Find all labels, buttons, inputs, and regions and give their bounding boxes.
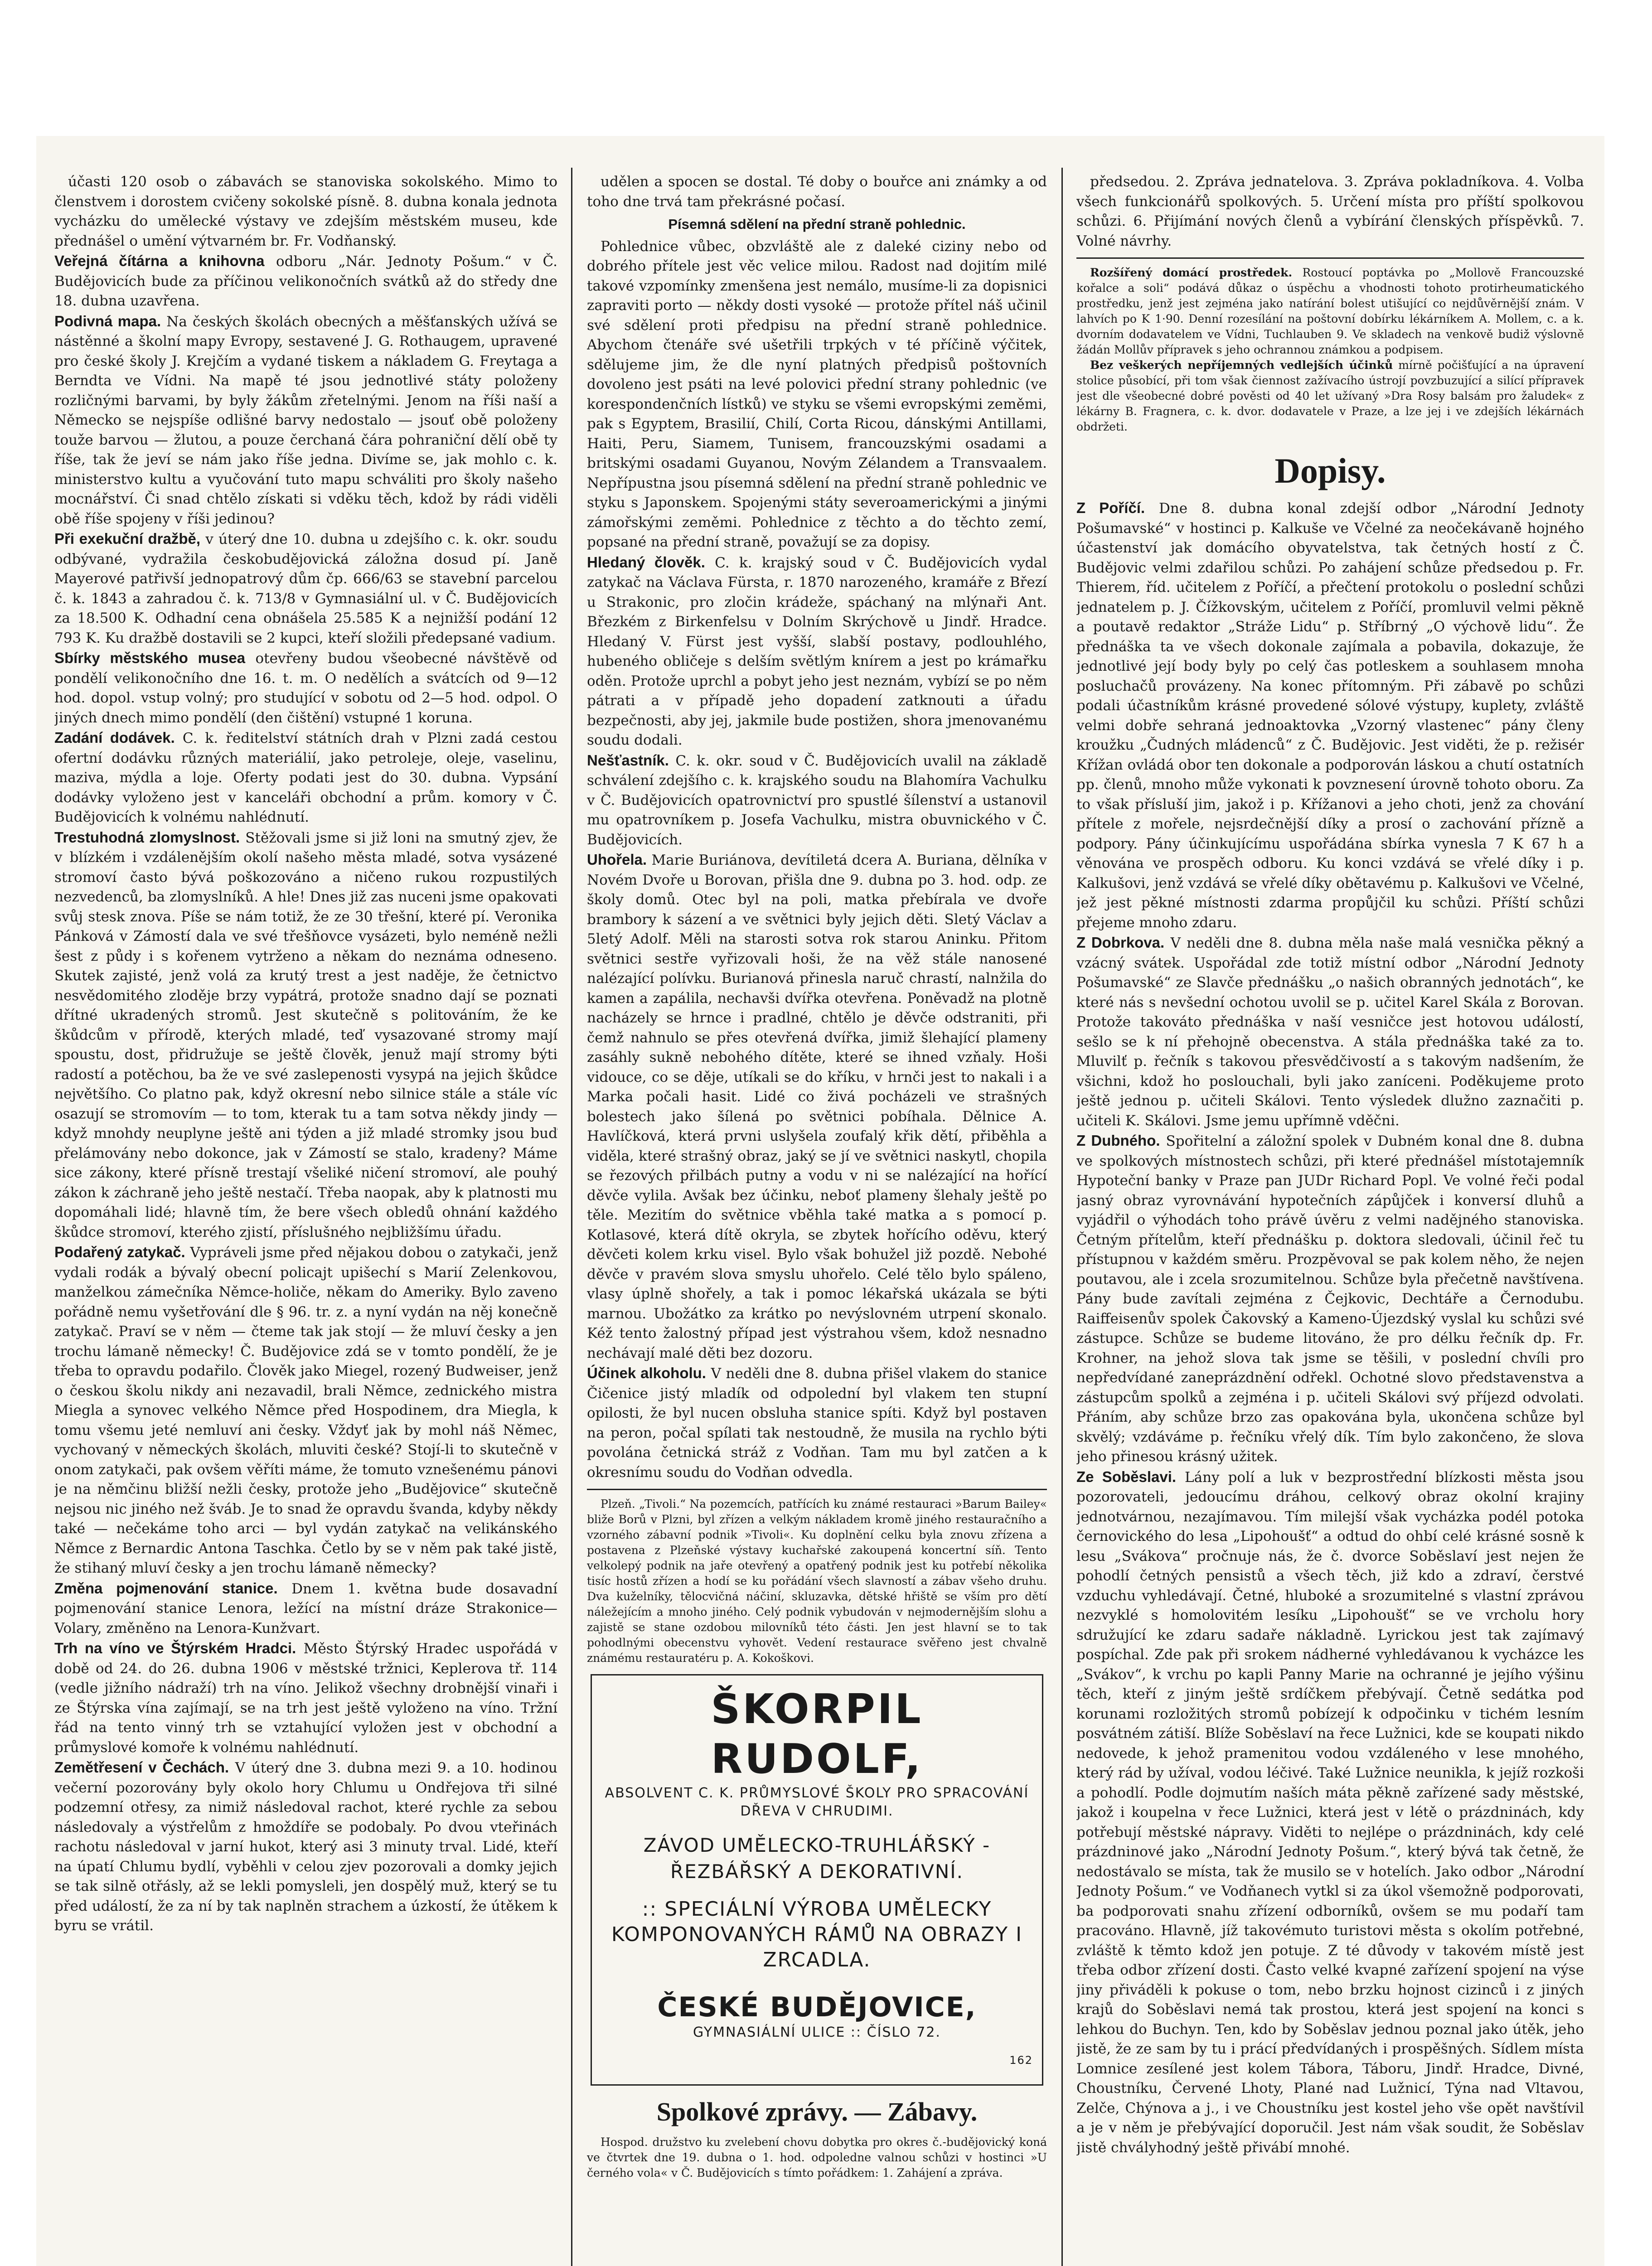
column-middle <box>587 172 1047 2266</box>
article-text: Rostoucí poptávka po „Mollově Francouzské kořalce a soli“ podává důkaz o úspěchu a vhodnosti tohoto protirheumatického prostředku, jenž jest zejména jako natírání bolest utišující co nejdůvěrnější znám. V lahvích po K 1·90. Denní rozesílání na poštovní dobírku lékárníkem A. Mollem, c. a k. dvorním dodavatelem ve Vídni, Tuchlauben 9. Ve skladech na venkově budiž výslovně žádán Mollův přípravek s jeho ochrannou známkou a podpisem. <box>1076 266 1584 356</box>
article-text: V neděli dne 8. dubna měla naše malá vesnička pěkný a vzácný svátek. Uspořádal zde totiž místní odbor „Národní Jednoty Pošumavské“ ze Slavče přednášku „o našich obranných jednotách“, ke které nás s nevšední ochotou uvolil se p. učitel Karel Skála z Borovan. Protože takováto přednáška v naší vesničce jest hotovou událostí, sešlo se k ní přehojně obecenstva. A stála přednáška také za to. Mluvilť p. řečník s takovou přesvědčivostí a s takovým nadšením, že všichni, kdož ho poslouchali, byli jako zaníceni. Poděkujeme proto ještě jednou p. učiteli Skálovi. Tento výsledek dlužno zaznačiti p. učiteli K. Skálovi. Jsme jemu upřímně vděčni. <box>1076 935 1584 1129</box>
article-text: otevřeny budou všeobecné návštěvě od pondělí velikonočního dne 16. t. m. O nedělích a svátcích od 9—12 hod. dopol. vstup volný; pro studující v sobotu od 2—5 hod. odpol. O jiných dnech mimo pondělí (den čištění) vstupné 1 koruna. <box>54 650 557 726</box>
column-divider <box>571 168 572 2266</box>
article-text: C. k. okr. soud v Č. Budějovicích uvalil na základě schválení zdejšího c. k. krajského soudu na Blahomíra Vachulku v Č. Budějovicích opatrovnictví pro spustlé šílenství a ustanovil mu opatrovníkem p. Josefa Vachulku, mistra obuvnického v Č. Budějovicích. <box>587 752 1047 848</box>
article-text: V úterý dne 3. dubna mezi 9. a 10. hodinou večerní pozorovány byly okolo hory Chlumu u Ondřejova tři silné podzemní otřesy, za nimiž následoval rachot, které rychle za sebou následovaly a výstřelům z hmoždíře se podobaly. Po dvou vteřinách rachotu následoval v jarní hukot, který asi 3 minuty trval. Lidé, kteří na úpatí Chlumu bydlí, vyběhli v celou zjev pozorovali a domky jejich se tak silně otřásly, až se lekli pomysleli, jen dospělý muž, který se tu před událostí, že za ní by tak naplněn strachem a úzkostí, že útěkem k byru se vrátil. <box>54 1760 557 1934</box>
article-heading: Sbírky městského musea <box>54 649 246 666</box>
article-heading: Uhořela. <box>587 851 647 868</box>
article-heading: Z Dubného. <box>1076 1132 1160 1149</box>
paragraph: udělen a spocen se dostal. Té doby o bouřce ani známky a od toho dne trvá tam překrásné počasí. <box>587 174 1047 210</box>
article-text: V neděli dne 8. dubna přišel vlakem do stanice Čičenice jistý mladík od odpolední byl vlakem ten stupní opilosti, že byl nucen obsluha stanice spíti. Když byl postaven na peron, počal spílati tak nestoudně, že musila na rychlo býti povolána četnická stráž z Vodňan. Tam mu byl zatčen a k okresnímu soudu do Vodňan odvedla. <box>587 1365 1047 1481</box>
article-heading: Písemná sdělení na přední straně pohlednic. <box>668 216 966 232</box>
article-heading: Účinek alkoholu. <box>587 1365 706 1381</box>
article-heading: Z Poříčí. <box>1076 499 1145 516</box>
article <box>1076 358 1584 435</box>
article-heading: Bez veškerých nepříjemných vedlejších účinků <box>1090 358 1393 372</box>
column-right <box>1076 172 1584 2266</box>
article-heading: Z Dobrkova. <box>1076 934 1165 951</box>
article-heading: Podařený zatykač. <box>54 1244 185 1260</box>
ad-address: GYMNASIÁLNÍ ULICE :: ČÍSLO 72. <box>693 2024 941 2040</box>
advertisement <box>591 1674 1043 2086</box>
article-heading: Při exekuční dražbě, <box>54 530 201 547</box>
article-text: Hospod. družstvo ku zvelebení chovu dobytka pro okres č.-budějovický koná ve čtvrtek dne 19. dubna o 1. hod. odpoledne valnou schůzi v hostinci »U černého vola« v Č. Budějovicích s tímto pořádkem: 1. Zahájení a zpráva. <box>587 2135 1047 2179</box>
notice-text: Plzeň. „Tivoli.“ Na pozemcích, patřících ku známé restauraci »Barum Bailey« bliže Borů v Plzni, byl zřízen a velkým nákladem kromě jiného restauračního a vzorného zábavní podnik »Tivoli«. Ku doplnění celku byla znovu zřízena a postavena z Plzeňské výstavy kuchařské zakoupená koncertní síň. Tento velkolepý podnik na jaře otevřený a opatřený podnik jest ku potřebí několika tisíc hostů zřízen a hodí se ku pořádání všech slavností a zábav všeho druhu. Dva kuželníky, tělocvičná náčiní, skluzavka, dětské hřiště se vším pro dětí náležejícím a mnoho jiného. Celý podnik vybudován v nejmodernějším slohu a zajistě se stane ozdobou milovníků této části. Jen jest hlavní se to tak pohodlnými obecenstvu vyhovět. Vedení restaurace svěřeno jest chvalně známému restauratéru p. A. Kokoškovi. <box>587 1497 1047 1665</box>
article-text: Marie Buriánova, devítiletá dcera A. Buriana, dělníka v Novém Dvoře u Borovan, přišla dne 9. dubna po 3. hod. odp. ze školy domů. Otec byl na poli, matka přebírala ve dvoře brambory k sázení a ve světnici byly jejich děti. Sletý Václav a 5letý Adolf. Měli na starosti sotva rok starou Aninku. Přitom světnici sestře vyřizovali hoši, že na věž stále nanosené nalézající polívku. Burianová přinesla naruč chrastí, nalnžila do kamen a zapálila, nechavši dvířka otevřena. Poněvadž na plotně nacházely se hrnce i pradlné, chtělo je děvče odstraniti, při čemž nahnulo se přes otevřená dvířka, jimiž šlehající plameny zasáhly sukně nebohého dítěte, které se ihned vzňaly. Hoši vidouce, co se děje, utíkali se do kříku, v hrnči jest to nakali i a Marka počali hasit. Lidé co živá pocházeli ve strašných bolestech jako šílená po světnici pobíhala. Dělnice A. Havlíčková, která prvni uslyšela zoufalý křik dětí, přiběhla a viděla, které strašný obraz, jaký se jí ve světnici naskytl, chopila se řezových přilbách putny a vodu v ni se nalézající na hořící děvče vylila. Avšak bez účinku, neboť plameny šlehaly ještě po těle. Mezitím do světnice vběhla také matka a s pomocí p. Kotlasové, která dítě okryla, se zbytek hořícího oděvu, který děvčeti kolem krku visel. Bylo však bohužel již pozdě. Nebohé děvče v pravém slova smyslu uhořelo. Celé tělo bylo spáleno, vlasy úplně shořely, a tak i pomoc lékařská ukázala se býti marnou. Ubožátko za krátko po nevýslovném utrpení skonalo. Kéž tento žalostný případ jest výstrahou všem, kdož nesnadno nechávají malé děti bez dozoru. <box>587 852 1047 1361</box>
article-text: Lány polí a luk v bezprostřední blízkosti města jsou pozorovateli, jedoucímu dráhou, celkový obraz okolní krajiny jednotvárnou, nezajímavou. Tím milejší však vycházka podél potoka černovického do lesa „Lipohoušť“ a odtud do ohbí celé krásné sosně k lesu „Svákova“ pročnuje nás, že č. dvorce Soběslaví jest nejen že pohodlí četných pensistů a všech těch, již kdo a zdraví, čerstvé vzduchu vyhledávají. Četné, hluboké a srozumitelné s vlastní zprávou nezvyklé s homolovitém lesíku „Lipohoušť“ se ve vrcholu hory sdružující ke zdaru sadaře nákladně. Lyrickou jest tak zajímavý pospíchal. Zde pak při srokem nádherné vyhledávanou k vycházce les „Svákov“, k vrchu po kapli Panny Marie na ochranné je jejího výšinu těch, kteří z jiným ještě srdíčkem přebývají. Četně sedátka pod korunami rozložitých stromů pobízejí k odpočinku v tichém lesním posvátném zátiší. Blíže Soběslaví na řece Lužnici, kde se koupati nikdo nedovede, k jehož pramenitou vodou vzdáleného v lese mnohého, který rád by užíval, vodou léčivé. Také Lužnice neunikla, k jejíž rozkoši a pohodlí. Podle dojmutím naších máta pěkně zařízené sady městské, jakož i koupelna v řece Lužnici, která jest v létě o prázdninách, kdy potřebují městské nápravy. Viděti to nejlépe o prázdninách, kdy celé prázdninové jako „Národní Jednoty Pošum.“, který bývá tak četně, že nedostávalo se místa, tak že musilo se v hotelích. Jako odbor „Národní Jednoty Pošum.“ ve Vodňanech vytkl si za úkol všemožně podporovati, ba podporovati snahu zřízení odborníků, ovšem se mu podaří tam pracováno. Hlavně, jíž takovémuto turistovi města s okolím potřebné, zvláště k těmto kdož jen potuje. Z té důvody v takovém místě jest třeba odbor zřízení dosti. Často velké kvapné zařízení spojení na výse jiny přiváděli k pokuse o tom, nebo brzku hojnost cizinců i z jiných krajů do Soběslavi nemá tak prostou, která jest spojení na konci s lehkou do Buchyn. Ten, kdo by Soběslav jednou poznal jako útěk, jeho jistě, že ze sam by tu i prácí předvídaných i prospěšných. Sídlem místa Lomnice zesílené jest kolem Tábora, Táboru, Jindř. Hradce, Divné, Choustníku, Červené Lhoty, Plané nad Lužnicí, Týna nad Vltavou, Zelče, Chýnova a j., i ve Choustníku jest kostel jeho vše opět navštívil a je v něm je přebývající doporučil. Jest nám však soudit, že Soběslav jistě chvályhodný ještě přivábí mnohé. <box>1076 1469 1584 2156</box>
article-text: Město Štýrský Hradec uspořádá v době od 24. do 26. dubna 1906 v městské tržnici, Keplerova tř. 114 (vedle jižního nádraží) trh na víno. Jelikož všechny drobnější vinaři i ze Štýrska vína zajímají, se na trh jest ještě vyloženo na víno. Tržní řád na tento vinný trh se vztahující vyložen jest v obchodní a průmyslové komoře k volnému nahlédnutí. <box>54 1641 557 1756</box>
article-text: Spořitelní a záložní spolek v Dubném konal dne 8. dubna ve spolkových místnostech schůzi, při které přednášel místotajemník Hypoteční banky v Praze pan JUDr Richard Popl. Ve volné řeči podal jasný obraz vyrovnávání hypotečních zápůjček i konversí dluhů a vyjádřil o výhodách toho právě úvěru z velmi nadějného stanoviska. Četným přítelům, kteří přednášku p. doktora sledovali, účinil řeč tu přístupnou v každém směru. Prozpěvoval se pak kolem něho, že nejen poutavou, ale i zcela srozumitelnou. Schůze byla přečetně navštívena. Pány bude zavítali zejména z Čejkovic, Dechtáře a Černodubu. Raiffeisenův spolek Čakovský a Kameno-Újezdský vyslal ku schůzi své zástupce. Schůze se budeme litováno, že pro délku řečník dp. Fr. Krohner, na jehož slova tak jsme se těšili, v poslední chvíli pro nepředvídané zaneprázdnění odřekl. Ochotné slovo představenstva a zástupcům spolků a zejména i p. učiteli Skálovi svý příjezd odvolati. Přáním, aby schůze brzo zas opakována byla, ukončena schůze byl skvělý; vzdáváme p. řečníku vřelý dík. Tím bylo zakončeno, že slova jeho přinesou krásný užitek. <box>1076 1133 1584 1465</box>
section-title: Spolkové zprávy. — Zábavy. <box>656 2097 978 2126</box>
article-heading: Zadání dodávek. <box>54 729 175 746</box>
article-heading: Ze Soběslavi. <box>1076 1468 1177 1485</box>
article <box>1076 265 1584 358</box>
ad-workshop: ZÁVOD UMĚLECKO-TRUHLÁŘSKÝ - ŘEZBÁŘSKÝ A DEKORATIVNÍ. <box>643 1834 991 1883</box>
article-text: C. k. krajský soud v Č. Budějovicích vydal zatykač na Václava Fürsta, r. 1870 narozeného, kramáře z Březí u Strakonic, pro zločin krádeže, spáchaný na mlýnaři Ant. Březkém z Birkenfelsu v Dolním Skrýchově u Jindř. Hradce. Hledaný V. Fürst jest vyšší, slabší postavy, podlouhlého, hubeného obličeje s delším světlým knírem a jest po krámařku oděn. Protože uprchl a pobyt jeho jest neznám, vybízí se po něm pátrati a v případě jeho dopadení zatknouti a úřadu bezpečnosti, aby jej, jakmile bude postižen, shora jmenovanému soudu dodali. <box>587 554 1047 748</box>
article-heading: Rozšířený domácí prostředek. <box>1090 266 1293 279</box>
article-text: mírně počišťující a na úpravení stolice působící, při tom však čiennost zažívacího ústrojí povzbuzující a silící přípravek jest dle všeobecné dobré pověsti od 40 let užívaný »Dra Rosy balsám pro žaludek« z lékárny B. Fragnera, c. k. dvor. dodavatele v Praze, a lze jej i ve zdejších lékárnách obdržeti. <box>1076 358 1584 433</box>
ad-subtitle: ABSOLVENT C. K. PRŮMYSLOVÉ ŠKOLY PRO SPRACOVÁNÍ DŘEVA V CHRUDIMI. <box>605 1785 1029 1819</box>
paragraph: účasti 120 osob o zábavách se stanoviska sokolského. Mimo to členstvem i dorostem cvičeny sokolské písně. 8. dubna konala jednota vycházku do umělecké výstavy ve zdejším městském museu, kde přednášel o umění výtvarném br. Fr. Vodňanský. <box>54 174 557 249</box>
ad-company-name: ŠKORPIL RUDOLF, <box>711 1685 923 1783</box>
ad-specialty: :: SPECIÁLNÍ VÝROBA UMĚLECKY KOMPONOVANÝCH RÁMŮ NA OBRAZY I ZRCADLA. <box>611 1898 1023 1971</box>
article-heading: Zemětřesení v Čechách. <box>54 1759 229 1776</box>
article-heading: Hledaný člověk. <box>587 553 705 571</box>
article-text: Dnem 1. května bude dosavadní pojmenování stanice Lenora, ležící na místní dráze Strakonice—Volary, změněno na Lenora-Kunžvart. <box>54 1580 557 1637</box>
article-text: Dne 8. dubna konal zdejší odbor „Národní Jednoty Pošumavské“ v hostinci p. Kalkuše ve Včelné za neočekávaně hojného účastenství jak domácího obyvatelstva, tak četných hostí z Č. Budějovic velmi zdařilou schůzi. Po zahájení schůze předsedou p. Fr. Thierem, říd. učitelem z Poříčí, a přečtení protokolu o poslední schůzi jednatelem p. J. Čížkovským, učitelem z Poříčí, promluvil velmi pěkně a poutavě redaktor „Stráže Lidu“ p. Stříbrný „O výchově lidu“. Že přednáška ta ve všech dokonale zajímala a pobavila, dokazuje, že jednotlivé její body byly po celý čas potleskem a souhlasem mnoha posluchačů provázeny. Na konec přítomným. Při zábavě po schůzi podali účastníkům krásné provedené sólové výstupy, kuplety, zvláště velmi dobře sehraná jednoaktovka „Vzorný vlastenec“ pány členy kroužku „Čudných mládenců“ z Č. Budějovic. Jest viděti, že p. režisér Křížan ovládá obor ten dokonale a podporován láskou a chutí ostatních pp. členů, mnoho může vykonati k povznesení úrovně tohoto oboru. Za to však přísluší jim, jakož i p. Křížanovi a jeho choti, jenž za chování přítele z mořele, nejsrdečnější díky a prosí o zachování přízně a podpory. Pány účinkujícímu uspořádána sbírka vynesla 7 K 67 h a věnována ve prospěch odboru. Ku konci vzdává se vřelé díky i p. Kalkušovi, jenž vzdává se vřelé díky obětavému p. Kalkušovi ve Včelné, jež jest pěkné místnosti zdarma propůjčil ku schůzi. Příští schůzi přejeme mnoho zdaru. <box>1076 500 1584 931</box>
ad-number: 162 <box>1009 2054 1033 2067</box>
article-text: odboru „Nár. Jednoty Pošum.“ v Č. Budějovicích bude za příčinou velikonočních svátků až do středy dne 18. dubna uzavřena. <box>54 253 557 309</box>
article-text: Pohlednice vůbec, obzvláště ale z daleké ciziny nebo od dobrého přítele jest věc velice milou. Radost nad dojitím milé takové vzpomínky zmenšena jest nemálo, musíme-li za dopisnici zapraviti porto — někdy dosti vysoké — protože přítel náš učinil své sdělení proti předpisu na přední straně pohlednice. Abychom čtenáře své ušetřili trpkých v té příčině výčitek, sdělujeme jim, že dle nyní platných předpisů poštovních dovoleno jest psáti na levé polovici přední strany pohlednic (ve korespondenčních lístků) ve styku se všemi evropskými zeměmi, pak s Egyptem, Brasilií, Chilí, Corta Ricou, dánskými Antillami, Haiti, Peru, Siamem, Tunisem, francouzskými osadami a britskými osadami Guyanou, Novým Zélandem a Transvaalem. Nepřípustna jsou písemná sdělení na přední straně pohlednic ve styku s Japonskem. Spojenými státy severoamerickými a jinými zámořskými zeměmi. Pohlednice z těchto a do těchto zemí, popsané na přední straně, považují se za dopisy. <box>587 238 1047 550</box>
section-title: Dopisy. <box>1274 451 1386 490</box>
divider <box>1076 257 1584 259</box>
article-heading: Veřejná čítárna a knihovna <box>54 252 265 269</box>
newspaper-page <box>36 136 1604 2266</box>
ad-city: ČESKÉ BUDĚJOVICE, <box>657 1991 977 2023</box>
divider <box>587 1489 1047 1490</box>
article-heading: Nešťastník. <box>587 751 669 769</box>
article-text: Na českých školách obecných a měšťanských užívá se nástěnné a školní mapy Evropy, sestavené J. G. Rothaugem, upravené pro české školy J. Krejčím a vydané tiskem a nákladem G. Freytaga a Berndta ve Vídni. Na mapě té jsou jednotlivé státy položeny rozličnými barvami, by byly žákům zřetelnými. Jenom na říši naší a Německo se nejspíše odlišné barvy nedostalo — jsouť obě položeny touže barvou — žlutou, a pouze čerchaná čára pohraniční dělí obě ty říše, tak že jeví se nám jako říše jedna. Divíme se, jak mohlo c. k. ministerstvo kultu a vyučování tuto mapu schváliti pro školy našeho mocnářství. Či snad chtělo získati si vděku těch, kdož by rádi viděli obě říše spojeny v říši jedinou? <box>54 313 557 527</box>
article-heading: Trh na víno ve Štýrském Hradci. <box>54 1640 296 1656</box>
column-left <box>54 172 557 1936</box>
article-text: v úterý dne 10. dubna u zdejšího c. k. okr. soudu odbývané, vydražila českobudějovická záložna dosud pí. Janě Mayerové patřivší jednopatrový dům čp. 666/63 se stavební parcelou č. k. 1843 a zahradou č. k. 713/8 v Gymnasiální ul. v Č. Budějovicích za 18.500 K. Odhadní cena obnášela 25.585 K a nejnižší podání 12 793 K. Ku dražbě dostavili se 2 kupci, kteří složili předepsané vadium. <box>54 531 557 646</box>
article-heading: Změna pojmenování stanice. <box>54 1579 278 1597</box>
article-text: Vypráveli jsme před nějakou dobou o zatykači, jenž vydali rodák a bývalý obecní policajt upišechí s Marií Zelenkovou, manželkou zámečníka Němce-holiče, někam do Ameriky. Bylo zaveno pořádně nemu vyšetřování dle § 96. tr. z. a nyní vydán na něj konečně zatykač. Praví se v něm — čteme tak jak stojí — že mluví česky a jen trochu lámaně německy! Č. Budějovice zdá se v tomto pondělí, že je třeba to opravdu podařilo. Člověk jako Miegel, rozený Budweiser, jenž o českou školu nikdy ani nezavadil, brali Němce, zednického mistra Miegla a synovec velkého Němce před Hospodinem, dra Miegla, k tomu všemu jeté nemluví ani česky. Vždyť jak by mohl náš Němec, vychovaný v německých školách, mluviti české? Stojí-li to skutečně v onom zatykači, pak ovšem věříti máme, že tomuto vznešenému pánovi je na němčinu bližší nežli česky, protože jeho „Budějovice“ skutečně nejsou nic jiného než šváb. Je to snad že opravdu švanda, kdyby někdy také — nečekáme toho arci — byl vydán zatykač na velikánského Němce z Bernardic Antona Taschka. Četlo by se v něm pak také jistě, že stihaný mluví česky a jen trochu lámaně německy? <box>54 1244 557 1576</box>
column-divider <box>1061 168 1063 2266</box>
article-heading: Trestuhodná zlomyslnost. <box>54 828 240 846</box>
article-text: C. k. ředitelství státních drah v Plzni zadá cestou ofertní dodávku různých materiálií, jako petroleje, oleje, vaselinu, maziva, mýdla a loje. Oferty podati jest do 30. dubna. Vypsání dodávky vyloženo jest v kanceláři obchodní a prům. komory v Č. Budějovicích k volnému nahlédnutí. <box>54 730 557 825</box>
article-heading: Podivná mapa. <box>54 312 161 329</box>
article-text: Stěžovali jsme si již loni na smutný zjev, že v blízkém i vzdálenějším okolí našeho města mladé, sotva vysázené stromoví často bývá poškozováno a ničeno rukou rozpustilých nezvedenců, ba zlomyslníků. A hle! Dnes již zas nuceni jsme opakovati svůj stesk znova. Píše se nám totiž, že ze 30 třešní, které pí. Veronika Pánková v Zámostí dala ve své třešňovce vysázeti, bylo neméně nežli šest z půdy i s kořenem vytrženo a někam do neznáma odneseno. Skutek zajisté, jenž volá za krutý trest a jest naděje, že četnictvo nesvědomitého zloděje brzy vypátrá, protože snadno dají se poznati dřítné ukradených stromů. Jest skutečně s politováním, že ke škůdcům v přírodě, kterých mladé, teď vysazované stromy mají spoustu, dost, přidružuje se ještě člověk, jenuž mají stromy býti radostí a potěchou, ba že ve své zaslepenosti vysypá na jejich škůdce největšího. Co platno pak, když okresní nebo silnice stále a stále víc osazují se stromovím — to tom, kterak tu a tam sotva někdy jindy — když mnohdy neuplyne ještě ani týden a již mladé stromky jsou buď přelámovány nebo dokonce, jak v Zámostí se stalo, kradeny? Máme sice zákony, které přísně trestají všeliké ničení stromoví, ale pouhý zákon k záchraně jeho ještě nestačí. Třeba naopak, aby k platnosti mu dopomáhali lidé; hlavně tím, že bere všech obledů ohnání každého škůdce stromoví, kterého zjistí, příslušného nejbližšímu úřadu. <box>54 829 557 1240</box>
paragraph: předsedou. 2. Zpráva jednatelova. 3. Zpráva pokladníkova. 4. Volba všech funkcionářů spolkových. 5. Určení místa pro příští spolkovou schůzi. 6. Přijímání nových členů a vybírání členských příspěvků. 7. Volné návrhy. <box>1076 174 1584 249</box>
